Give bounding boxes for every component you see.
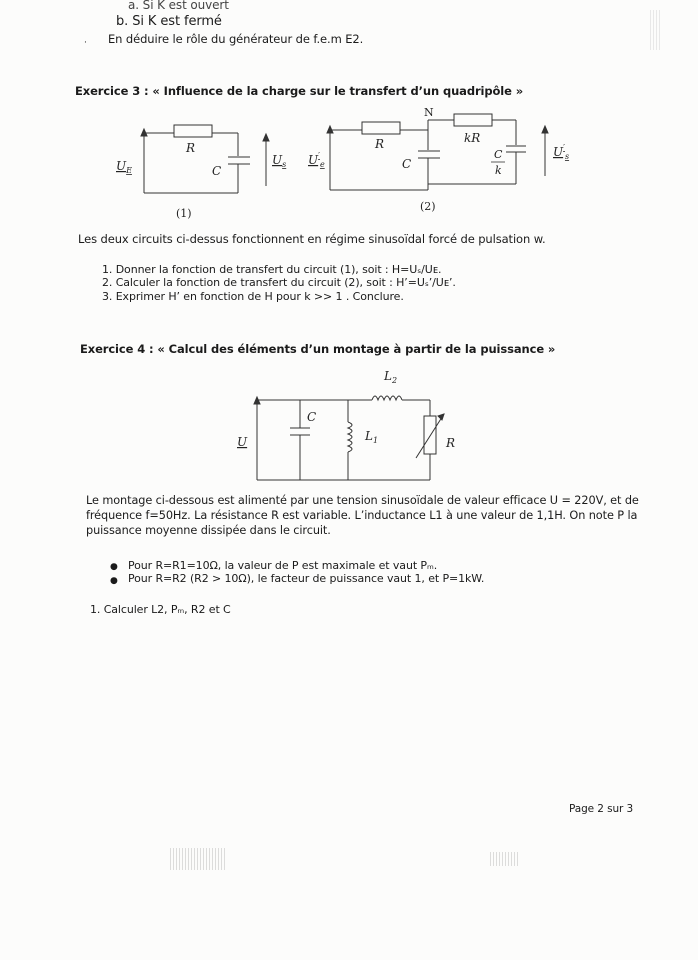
c2-label-us: $U'_s$ bbox=[553, 143, 570, 161]
scan-noise-1 bbox=[170, 848, 225, 870]
stray-dot: · bbox=[84, 38, 87, 48]
ex3-q1: 1. Donner la fonction de transfert du circuit (1), soit : H=Uₛ/Uᴇ. bbox=[102, 263, 442, 276]
exercise-3-title: Exercice 3 : « Influence de la charge sur le transfert d’un quadripôle » bbox=[75, 84, 524, 98]
bullet-dot-1: ● bbox=[110, 562, 118, 572]
ex4-bullet-1: Pour R=R1=10Ω, la valeur de P est maximale et vaut Pₘ. bbox=[128, 559, 438, 572]
item-a: a. Si K est ouvert bbox=[128, 0, 229, 12]
ex4-label-l2: $L_2$ bbox=[384, 369, 398, 385]
ex4-para-line1: Le montage ci-dessous est alimenté par une tension sinusoïdale de valeur efficace U = 220V, et de bbox=[86, 494, 639, 507]
c1-label-c: C bbox=[212, 164, 222, 178]
page-number: Page 2 sur 3 bbox=[569, 803, 634, 815]
c1-label-r: R bbox=[186, 141, 196, 155]
c2-label-kr: kR bbox=[464, 131, 481, 145]
c2-label-ck-num: C bbox=[494, 148, 503, 161]
ex3-intro: Les deux circuits ci-dessus fonctionnent en régime sinusoïdal forcé de pulsation w. bbox=[78, 232, 546, 246]
bullet-dot-2: ● bbox=[110, 576, 118, 586]
c1-label-us: $U_s$ bbox=[272, 153, 287, 169]
c2-label-r: R bbox=[375, 137, 385, 151]
c2-label-ue: $U'_e$ bbox=[308, 151, 325, 169]
ex4-label-c: C bbox=[307, 410, 317, 424]
c1-caption: (1) bbox=[176, 207, 192, 220]
c2-label-ck-den: k bbox=[495, 164, 502, 177]
item-b: b. Si K est fermé bbox=[116, 14, 222, 29]
ex4-para-line2: fréquence f=50Hz. La résistance R est variable. L’inductance L1 à une valeur de 1,1H. On note P la bbox=[86, 509, 638, 522]
ex4-label-u: U bbox=[237, 435, 248, 449]
ex3-q2: 2. Calculer la fonction de transfert du circuit (2), soit : H’=Uₛ’/Uᴇ’. bbox=[102, 276, 456, 289]
ex4-label-l1: $L_1$ bbox=[365, 429, 379, 445]
scan-noise-2 bbox=[490, 852, 520, 866]
c2-caption: (2) bbox=[420, 200, 436, 213]
deduce-line: En déduire le rôle du générateur de f.e.m E2. bbox=[108, 32, 364, 46]
ex4-q1: 1. Calculer L2, Pₘ, R2 et C bbox=[90, 603, 231, 616]
ex3-q3: 3. Exprimer H’ en fonction de H pour k >> 1 . Conclure. bbox=[102, 290, 404, 303]
ex4-bullet-2: Pour R=R2 (R2 > 10Ω), le facteur de puissance vaut 1, et P=1kW. bbox=[128, 572, 485, 585]
exercise-4-title: Exercice 4 : « Calcul des éléments d’un montage à partir de la puissance » bbox=[80, 342, 556, 356]
ex4-para-line3: puissance moyenne dissipée dans le circuit. bbox=[86, 524, 331, 537]
c2-label-n: N bbox=[424, 106, 434, 119]
c2-label-c: C bbox=[402, 157, 412, 171]
scan-noise-3 bbox=[650, 10, 662, 50]
ex4-label-r: R bbox=[446, 436, 456, 450]
c1-label-ue: $U_E$ bbox=[116, 159, 132, 175]
